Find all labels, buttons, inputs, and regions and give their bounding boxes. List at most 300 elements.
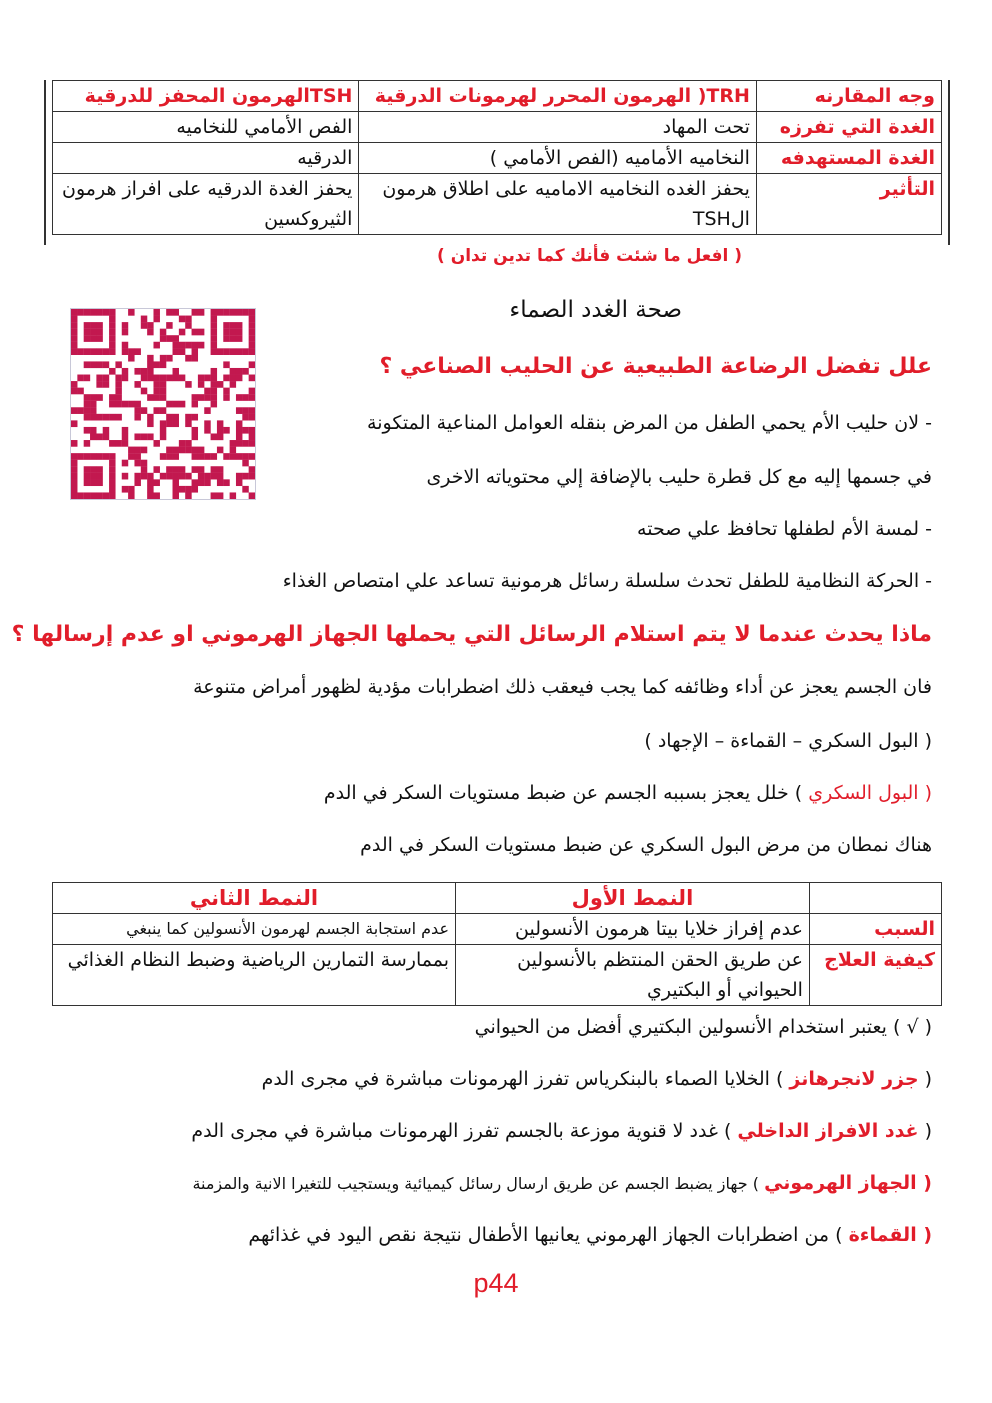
qr-module (179, 447, 185, 454)
qr-module (204, 453, 210, 460)
qr-module (223, 348, 229, 355)
qr-module (249, 466, 255, 473)
qr-module (236, 440, 242, 447)
qr-module (96, 322, 102, 329)
qr-module (166, 447, 172, 454)
qr-module (90, 335, 96, 342)
qr-module (211, 473, 217, 480)
qr-module (173, 335, 179, 342)
qr-module (109, 460, 115, 467)
qr-module (109, 342, 115, 349)
qr-module (109, 401, 115, 408)
qr-module (192, 453, 198, 460)
qr-module (90, 479, 96, 486)
qr-module (147, 368, 153, 375)
qr-module (153, 492, 159, 499)
table-header-cell: TSHالهرمون المحفز للدرقية (53, 81, 359, 112)
qr-module (217, 420, 223, 427)
qr-module (242, 407, 248, 414)
table-cell: عدم إفراز خلايا بيتا هرمون الأنسولين (456, 914, 810, 945)
qr-module (211, 342, 217, 349)
qr-module (103, 348, 109, 355)
qr-module (236, 479, 242, 486)
qr-module (223, 335, 229, 342)
qr-module (204, 420, 210, 427)
qr-module (115, 388, 121, 395)
qr-module (71, 407, 77, 414)
qr-module (71, 322, 77, 329)
qr-module (179, 348, 185, 355)
check-statement: ( √ ) يعتبر استخدام الأنسولين البكتيري أفضل من الحيواني (474, 1016, 932, 1038)
qr-module (128, 309, 134, 316)
table-cell: بممارسة التمارين الرياضية وضبط النظام الغذائي (53, 945, 456, 1006)
qr-module (96, 394, 102, 401)
qr-module (166, 375, 172, 382)
qr-module (192, 401, 198, 408)
qr-module (160, 388, 166, 395)
qr-module (179, 329, 185, 336)
qr-module (96, 348, 102, 355)
qr-module (173, 479, 179, 486)
qr-module (223, 388, 229, 395)
qr-module (192, 433, 198, 440)
qr-module (96, 335, 102, 342)
qr-module (84, 401, 90, 408)
qr-module (166, 401, 172, 408)
qr-module (173, 401, 179, 408)
qr-module (236, 322, 242, 329)
qr-module (96, 329, 102, 336)
qr-module (160, 394, 166, 401)
qr-module (96, 375, 102, 382)
table-cell: تحت المهاد (359, 112, 756, 143)
qr-module (185, 473, 191, 480)
qr-module (242, 486, 248, 493)
definition-text: ) خلل يعجز بسببه الجسم عن ضبط مستويات السكر في الدم (323, 782, 809, 804)
qr-module (185, 447, 191, 454)
question-2: ماذا يحدث عندما لا يتم استلام الرسائل التي يحملها الجهاز الهرموني او عدم إرسالها ؟ (11, 622, 932, 647)
qr-module (77, 388, 83, 395)
qr-module (236, 335, 242, 342)
qr-module (249, 309, 255, 316)
qr-module (90, 453, 96, 460)
table-header-cell: وجه المقارنه (756, 81, 941, 112)
qr-module (185, 322, 191, 329)
qr-module (84, 394, 90, 401)
qr-module (173, 368, 179, 375)
table-cell: الدرقيه (53, 143, 359, 174)
qr-module (192, 486, 198, 493)
qr-module (223, 309, 229, 316)
qr-module (71, 486, 77, 493)
qr-module (109, 368, 115, 375)
qr-module (179, 440, 185, 447)
qr-module (122, 473, 128, 480)
qr-module (84, 407, 90, 414)
qr-module (84, 492, 90, 499)
qr-module (242, 348, 248, 355)
qr-module (84, 361, 90, 368)
qr-module (198, 381, 204, 388)
definition-term: غدد الافراز الداخلي (737, 1120, 919, 1142)
qr-module (173, 486, 179, 493)
qr-module (166, 309, 172, 316)
qr-module (153, 466, 159, 473)
qr-module (103, 309, 109, 316)
qr-module (122, 433, 128, 440)
qr-module (134, 381, 140, 388)
qr-module (96, 361, 102, 368)
qr-module (96, 453, 102, 460)
qr-module (211, 348, 217, 355)
qr-module (173, 447, 179, 454)
qr-module (71, 492, 77, 499)
qr-module (109, 473, 115, 480)
qr-module (84, 322, 90, 329)
qr-module (211, 394, 217, 401)
qr-module (115, 381, 121, 388)
table-cell: يحفز الغده النخاميه الاماميه على اطلاق هرمون الTSH (359, 174, 756, 235)
table-row (53, 914, 942, 945)
qr-module (141, 466, 147, 473)
definition-item (191, 1120, 932, 1142)
qr-module (192, 427, 198, 434)
qr-module (103, 492, 109, 499)
qr-module (160, 453, 166, 460)
qr-module (223, 375, 229, 382)
qr-module (160, 335, 166, 342)
qr-module (217, 447, 223, 454)
qr-module (198, 309, 204, 316)
qr-module (84, 453, 90, 460)
qr-module (217, 348, 223, 355)
qr-module (128, 453, 134, 460)
qr-module (96, 414, 102, 421)
qr-module (204, 407, 210, 414)
page-number: p44 (473, 1268, 519, 1298)
qr-module (84, 440, 90, 447)
qr-module (96, 473, 102, 480)
qr-module (242, 473, 248, 480)
qr-module (103, 361, 109, 368)
qr-module (185, 355, 191, 362)
qr-module (236, 329, 242, 336)
qr-module (134, 453, 140, 460)
qr-module (236, 420, 242, 427)
qr-module (198, 447, 204, 454)
qr-module (185, 486, 191, 493)
qr-module (160, 407, 166, 414)
qr-module (198, 453, 204, 460)
qr-module (173, 348, 179, 355)
qr-module (153, 407, 159, 414)
qr-module (128, 401, 134, 408)
qr-module (134, 407, 140, 414)
qr-module (223, 453, 229, 460)
qr-module (249, 361, 255, 368)
qr-module (236, 473, 242, 480)
qr-module (84, 473, 90, 480)
qr-module (77, 309, 83, 316)
qr-module (96, 479, 102, 486)
qr-module (115, 440, 121, 447)
qr-module (185, 381, 191, 388)
table-row (53, 112, 942, 143)
qr-code-icon (70, 308, 256, 500)
qr-module (192, 329, 198, 336)
qr-module (249, 440, 255, 447)
qr-module (103, 414, 109, 421)
qr-module (236, 433, 242, 440)
qr-module (211, 492, 217, 499)
qr-module (211, 316, 217, 323)
qr-module (147, 361, 153, 368)
qr-module (128, 447, 134, 454)
qr-module (134, 479, 140, 486)
qr-module (147, 473, 153, 480)
qr-module (141, 375, 147, 382)
qr-module (249, 316, 255, 323)
qr-module (115, 414, 121, 421)
qr-module (96, 433, 102, 440)
question-1: علل تفضل الرضاعة الطبيعية عن الحليب الصناعي ؟ (379, 354, 932, 379)
qr-module (192, 479, 198, 486)
qr-module (109, 453, 115, 460)
qr-module (134, 447, 140, 454)
qr-module (71, 420, 77, 427)
qr-module (179, 375, 185, 382)
qr-module (242, 440, 248, 447)
qr-module (198, 466, 204, 473)
definition-term: ( البول السكري (808, 782, 932, 804)
qr-module (109, 440, 115, 447)
qr-module (77, 492, 83, 499)
qr-module (179, 401, 185, 408)
qr-module (236, 309, 242, 316)
qr-module (71, 473, 77, 480)
qr-module (173, 309, 179, 316)
qr-module (153, 388, 159, 395)
qr-module (71, 466, 77, 473)
qr-module (211, 329, 217, 336)
qr-module (109, 309, 115, 316)
qr-module (173, 342, 179, 349)
qr-module (204, 388, 210, 395)
qr-module (211, 309, 217, 316)
qr-module (242, 309, 248, 316)
qr-module (141, 473, 147, 480)
qr-module (134, 401, 140, 408)
qr-module (166, 414, 172, 421)
qr-module (122, 401, 128, 408)
table-header-cell: TRH( الهرمون المحرر لهرمونات الدرقية (359, 81, 756, 112)
qr-module (223, 394, 229, 401)
qr-module (230, 309, 236, 316)
qr-module (166, 466, 172, 473)
qr-module (192, 447, 198, 454)
qr-module (103, 453, 109, 460)
qr-module (166, 335, 172, 342)
row-label: كيفية العلاج (809, 945, 941, 1006)
qr-module (96, 381, 102, 388)
row-label: الغدة التي تفرزه (756, 112, 941, 143)
qr-module (122, 322, 128, 329)
qr-module (211, 453, 217, 460)
qr-module (185, 414, 191, 421)
qr-module (71, 335, 77, 342)
qr-module (236, 394, 242, 401)
qr-module (230, 492, 236, 499)
qr-module (249, 394, 255, 401)
qr-module (217, 473, 223, 480)
qr-module (153, 375, 159, 382)
qr-module (211, 368, 217, 375)
qr-module (122, 427, 128, 434)
qr-module (84, 414, 90, 421)
qr-module (109, 335, 115, 342)
qr-module (223, 361, 229, 368)
qr-module (249, 433, 255, 440)
qr-module (90, 407, 96, 414)
qr-module (115, 401, 121, 408)
types-intro: هناك نمطان من مرض البول السكري عن ضبط مستويات السكر في الدم (360, 834, 932, 856)
qr-module (242, 453, 248, 460)
qr-module (230, 447, 236, 454)
definition-text: ) جهاز يضبط الجسم عن طريق ارسال رسائل كيميائية ويستجيب للتغيرا الانية والمزمنة (192, 1174, 765, 1193)
qr-module (185, 492, 191, 499)
answer-line: - لمسة الأم لطفلها تحافظ علي صحته (637, 518, 932, 540)
definition-item (192, 1172, 932, 1194)
qr-module (179, 486, 185, 493)
qr-module (230, 322, 236, 329)
qr-module (160, 375, 166, 382)
qr-module (153, 479, 159, 486)
quote: ( افعل ما شئت فأنك كما تدين تدان ) (437, 246, 742, 266)
qr-module (198, 329, 204, 336)
qr-module (173, 414, 179, 421)
qr-module (185, 342, 191, 349)
qr-module (141, 407, 147, 414)
qr-module (242, 394, 248, 401)
qr-module (147, 394, 153, 401)
qr-module (90, 492, 96, 499)
qr-module (242, 414, 248, 421)
qr-module (147, 492, 153, 499)
qr-module (204, 375, 210, 382)
qr-module (109, 466, 115, 473)
row-label: الغدة المستهدفه (756, 143, 941, 174)
qr-module (141, 322, 147, 329)
qr-module (192, 394, 198, 401)
qr-module (166, 453, 172, 460)
qr-module (179, 316, 185, 323)
qr-module (236, 453, 242, 460)
qr-module (71, 381, 77, 388)
qr-module (103, 375, 109, 382)
bracket-open: ( (918, 1068, 932, 1090)
qr-module (249, 388, 255, 395)
qr-module (198, 479, 204, 486)
qr-module (236, 368, 242, 375)
qr-module (242, 460, 248, 467)
qr-module (84, 329, 90, 336)
qr-module (217, 427, 223, 434)
qr-module (249, 348, 255, 355)
qr-module (179, 342, 185, 349)
qr-module (230, 329, 236, 336)
qr-module (134, 473, 140, 480)
qr-module (223, 427, 229, 434)
qr-module (211, 433, 217, 440)
qr-module (173, 420, 179, 427)
qr-module (242, 427, 248, 434)
table-left-rule (44, 80, 46, 245)
qr-module (77, 348, 83, 355)
qr-module (166, 322, 172, 329)
qr-module (109, 414, 115, 421)
qr-module (223, 322, 229, 329)
qr-module (166, 473, 172, 480)
qr-module (153, 394, 159, 401)
qr-module (160, 433, 166, 440)
qr-module (236, 407, 242, 414)
answer-line: ( البول السكري – القماءة – الإجهاد ) (644, 730, 932, 752)
definition-item (248, 1224, 932, 1246)
qr-module (153, 361, 159, 368)
qr-module (230, 348, 236, 355)
qr-module (249, 414, 255, 421)
qr-module (223, 479, 229, 486)
qr-module (192, 348, 198, 355)
qr-module (90, 361, 96, 368)
qr-module (249, 453, 255, 460)
qr-module (249, 375, 255, 382)
qr-module (84, 348, 90, 355)
qr-module (122, 486, 128, 493)
qr-module (71, 342, 77, 349)
qr-module (217, 479, 223, 486)
qr-module (134, 368, 140, 375)
qr-module (211, 335, 217, 342)
qr-module (185, 316, 191, 323)
table-row (53, 81, 942, 112)
qr-module (166, 355, 172, 362)
qr-module (77, 375, 83, 382)
qr-module (223, 329, 229, 336)
qr-module (77, 407, 83, 414)
definition-term: ( الجهاز الهرموني (764, 1172, 932, 1194)
table-cell: عن طريق الحقن المنتظم بالأنسولين الحيواني أو البكتيري (456, 945, 810, 1006)
qr-module (109, 329, 115, 336)
qr-module (198, 394, 204, 401)
qr-module (217, 309, 223, 316)
qr-module (90, 433, 96, 440)
qr-module (71, 388, 77, 395)
qr-module (147, 433, 153, 440)
table-cell: الفص الأمامي للنخاميه (53, 112, 359, 143)
qr-module (147, 420, 153, 427)
qr-module (179, 473, 185, 480)
qr-module (230, 335, 236, 342)
qr-module (96, 309, 102, 316)
qr-module (96, 492, 102, 499)
qr-module (90, 401, 96, 408)
qr-module (109, 394, 115, 401)
qr-module (160, 361, 166, 368)
qr-module (204, 473, 210, 480)
definition-text: ) من اضطرابات الجهاز الهرموني يعانيها الأطفال نتيجة نقص اليود في غذائهم (248, 1224, 849, 1246)
qr-module (192, 355, 198, 362)
